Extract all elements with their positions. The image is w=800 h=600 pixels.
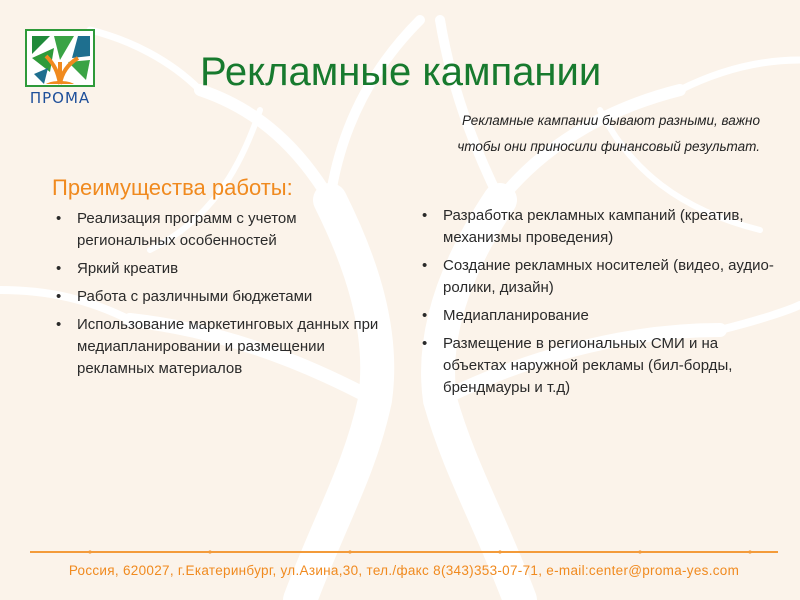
bullet-icon: • xyxy=(56,288,62,305)
footer-contacts: Россия, 620027, г.Екатеринбург, ул.Азина,30, тел./факс 8(343)353-07-71, e-mail:center@proma-yes.com xyxy=(68,563,740,578)
logo-wordmark: ПРОМА xyxy=(29,89,91,107)
tagline-line: чтобы они приносили финансовый результат. xyxy=(457,139,760,154)
list-item: • Размещение в региональных СМИ и на объектах наружной рекламы (бил-борды, брендмауры и т.д) xyxy=(422,335,733,396)
advantages-heading: Преимущества работы: xyxy=(52,175,293,200)
list-item: • Разработка рекламных кампаний (креатив, механизмы проведения) xyxy=(422,207,744,246)
list-item: • Создание рекламных носителей (видео, аудио-ролики, дизайн) xyxy=(422,257,774,296)
list-item: • Работа с различными бюджетами xyxy=(52,286,392,308)
bullet-icon: • xyxy=(422,257,428,274)
bullet-icon: • xyxy=(56,260,62,277)
list-item: • Реализация программ с учетом региональных особенностей xyxy=(56,210,297,249)
bullet-icon: • xyxy=(422,335,428,352)
list-item: • Использование маркетинговых данных при медиапланировании и размещении рекламных материалов xyxy=(56,316,379,377)
bullet-icon: • xyxy=(422,307,428,324)
list-item: • Яркий креатив xyxy=(52,258,392,280)
bullet-icon: • xyxy=(422,207,428,224)
advantages-list xyxy=(52,208,392,386)
tagline xyxy=(388,108,760,160)
tagline-line: Рекламные кампании бывают разными, важно xyxy=(461,113,760,128)
services-list xyxy=(418,205,778,405)
list-item: • Медиапланирование xyxy=(418,305,778,327)
bullet-icon: • xyxy=(56,316,62,333)
slide-title: Рекламные кампании xyxy=(200,50,602,94)
bullet-icon: • xyxy=(56,210,62,227)
footer-divider-dots xyxy=(30,547,778,557)
